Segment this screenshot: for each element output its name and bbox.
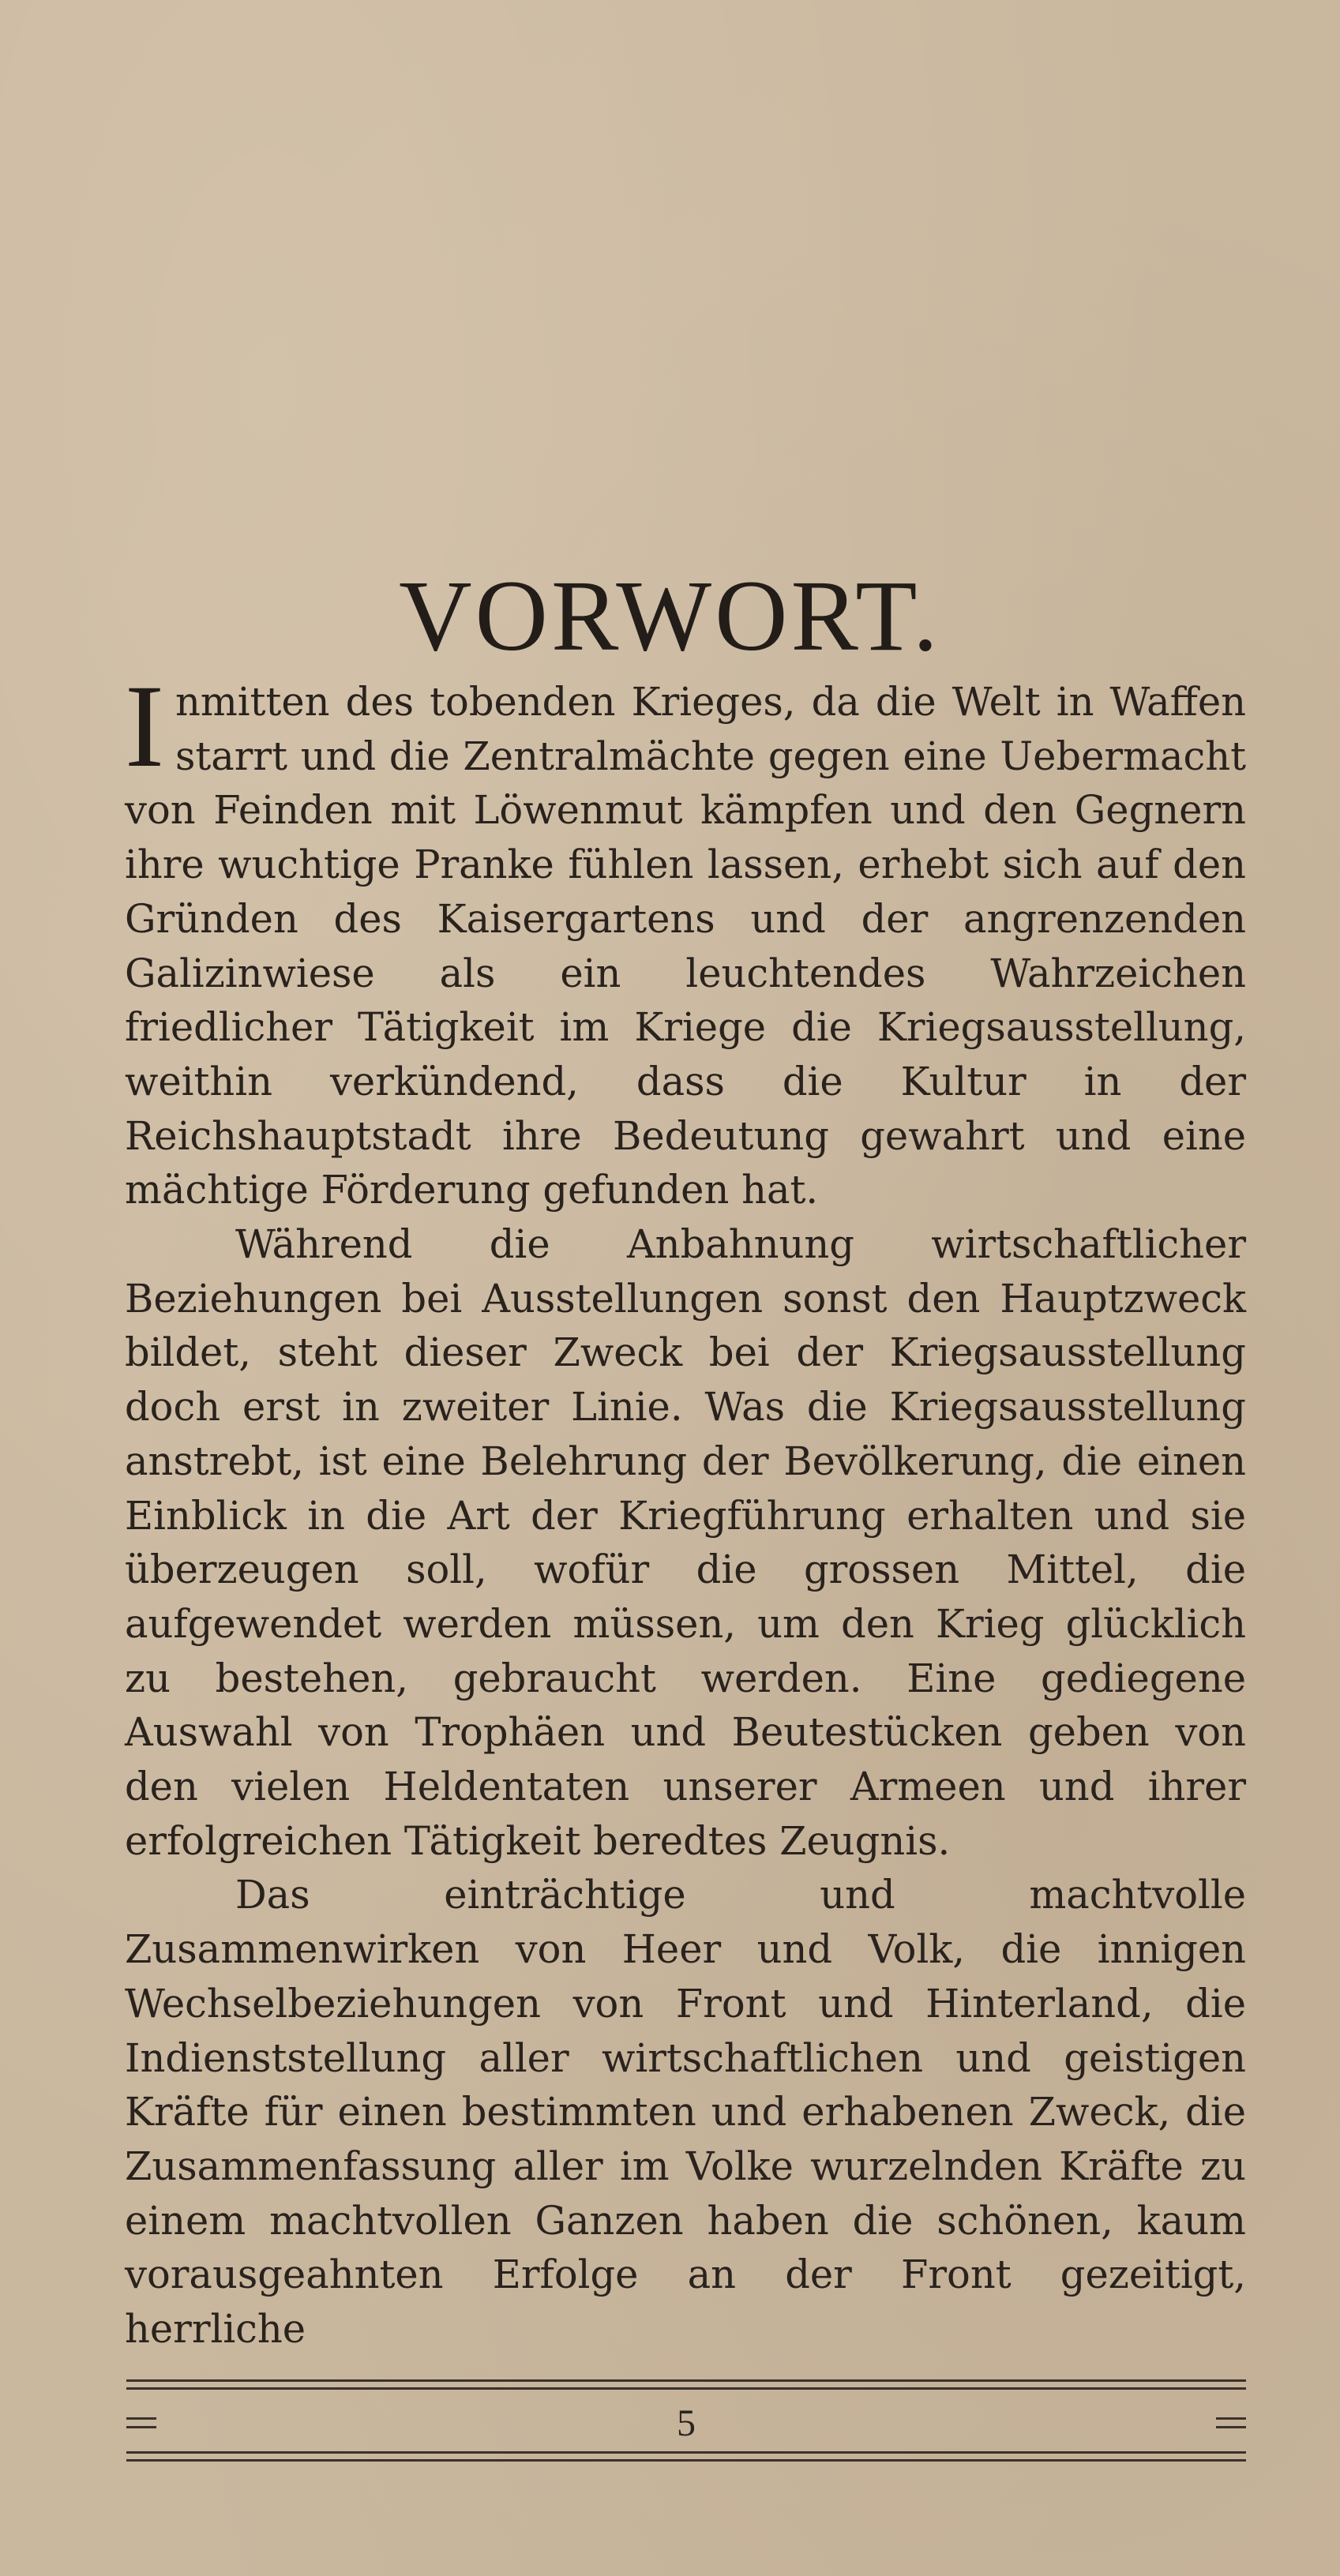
footer-rule-bottom <box>126 2451 1246 2454</box>
paragraph-text: Das einträchtige und machtvolle Zusammenwirken von Heer und Volk, die innigen Wechselbeziehungen von Front und Hinterland, die Indienststellung aller wirtschaftlichen und geistigen Kräfte für einen bestimmten und erhabenen Zweck, die Zusammenfassung aller im Volke wurzelnden Kräfte zu einem machtvollen Ganzen haben die schönen, kaum vorausgeahnten Erfolge an der Front gezeitigt, herrliche <box>125 1872 1246 2353</box>
paragraph-3 <box>125 1868 1246 2356</box>
paragraph-1 <box>125 661 1246 1217</box>
drop-cap: I <box>125 661 164 792</box>
paragraph-text: nmitten des tobenden Krieges, da die Welt in Waffen starrt und die Zentralmächte gegen eine Uebermacht von Feinden mit Löwenmut kämpfen und den Gegnern ihre wuchtige Pranke fühlen lassen, erhebt sich auf den Gründen des Kaisergartens und der angrenzenden Galizinwiese als ein leuchtendes Wahrzeichen friedlicher Tätigkeit im Kriege die Kriegsausstellung, weithin verkündend, dass die Kultur in der Reichshauptstadt ihre Bedeutung gewahrt und eine mächtige Förderung gefunden hat. <box>125 679 1246 1213</box>
footer-ornament-right <box>1216 2417 1246 2435</box>
paragraph-2 <box>125 1217 1246 1868</box>
footer-rule-bottom-inner <box>126 2459 1246 2462</box>
footer-rule-top-inner <box>126 2387 1246 2390</box>
page-title: VORWORT. <box>399 559 941 672</box>
page-footer <box>126 2400 1246 2447</box>
page-number: 5 <box>677 2402 696 2444</box>
paragraph-text: Während die Anbahnung wirtschaftlicher Beziehungen bei Ausstellungen sonst den Hauptzweck bildet, steht dieser Zweck bei der Kriegsausstellung doch erst in zweiter Linie. Was die Kriegsausstellung anstrebt, ist eine Belehrung der Bevölkerung, die einen Einblick in die Art der Kriegführung erhalten und sie überzeugen soll, wofür die grossen Mittel, die aufgewendet werden müssen, um den Krieg glücklich zu bestehen, gebraucht werden. Eine gediegene Auswahl von Trophäen und Beutestücken geben von den vielen Heldentaten unserer Armeen und ihrer erfolgreichen Tätigkeit beredtes Zeugnis. <box>125 1221 1246 1864</box>
footer-rule-top <box>126 2379 1246 2382</box>
body-text <box>125 661 1246 2357</box>
